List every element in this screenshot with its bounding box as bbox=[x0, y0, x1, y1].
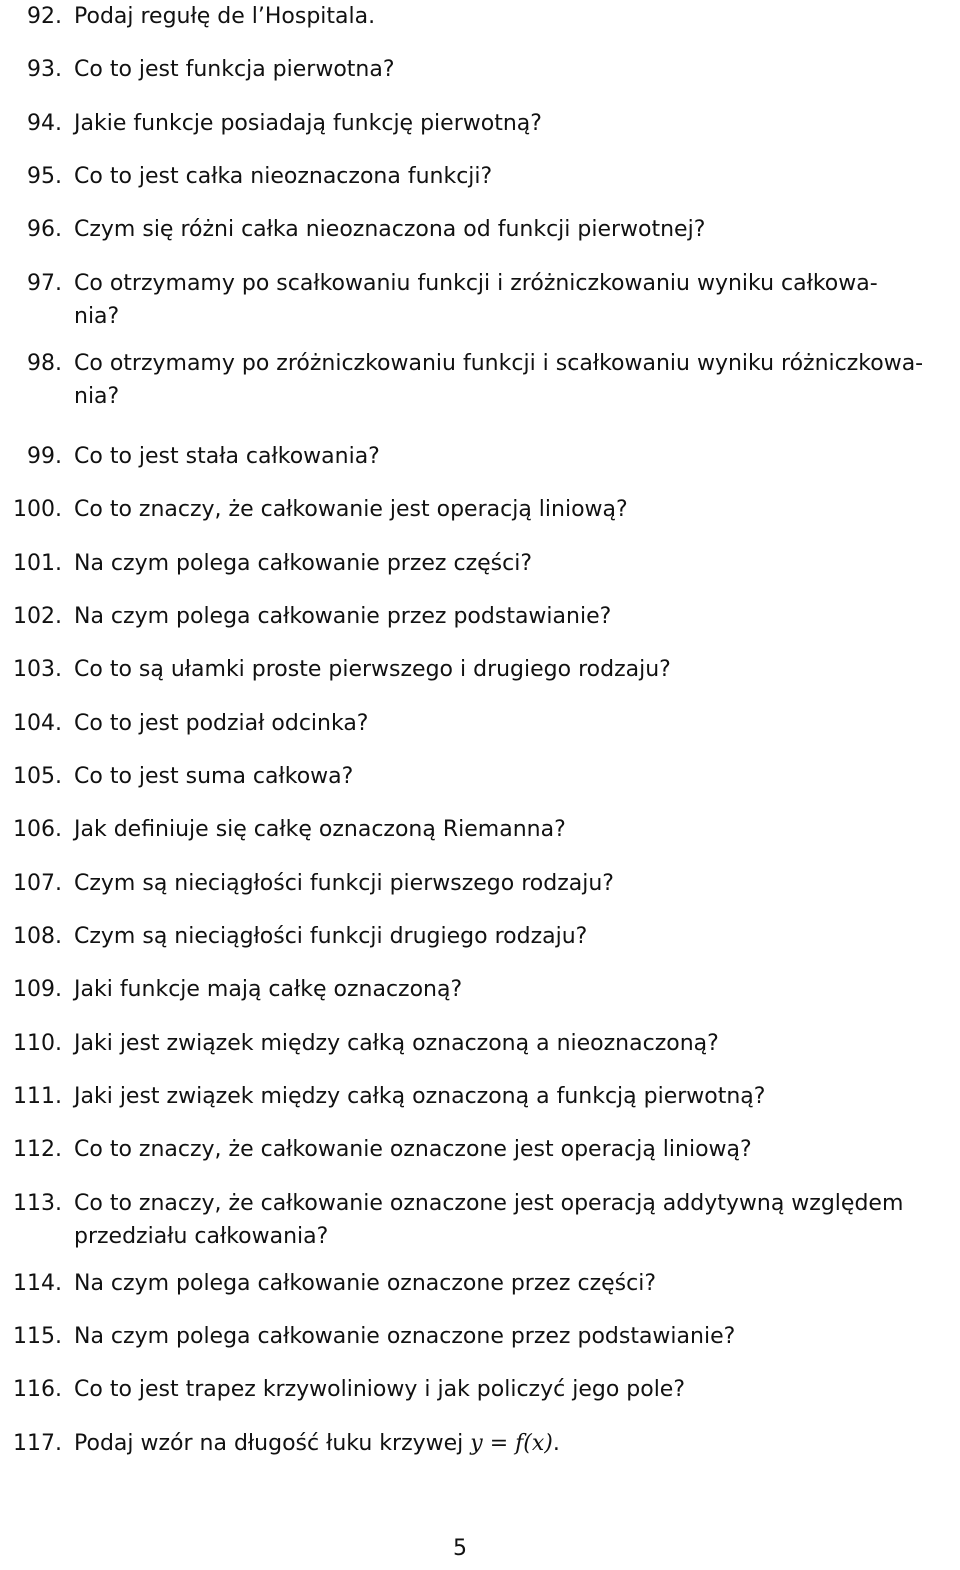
question-text bbox=[62, 1373, 930, 1406]
question-item bbox=[0, 53, 930, 86]
question-number: 110. bbox=[13, 1031, 62, 1056]
question-number: 99. bbox=[27, 444, 62, 469]
question-text-main: Na czym polega całkowanie oznaczone przez części? bbox=[74, 1271, 657, 1296]
page-number: 5 bbox=[453, 1536, 467, 1561]
question-text-main: Na czym polega całkowanie przez części? bbox=[74, 551, 532, 576]
question-text-main: Na czym polega całkowanie przez podstawianie? bbox=[74, 604, 612, 629]
question-text bbox=[62, 920, 930, 953]
question-number: 117. bbox=[13, 1431, 62, 1456]
question-item bbox=[0, 707, 930, 740]
question-text-main: Jaki jest związek między całką oznaczoną a funkcją pierwotną? bbox=[74, 1084, 766, 1109]
question-item bbox=[0, 867, 930, 900]
question-text-main: Podaj regułę de l’Hospitala. bbox=[74, 4, 376, 29]
question-text-main: Podaj wzór na długość łuku krzywej bbox=[74, 1431, 471, 1456]
question-text bbox=[62, 867, 930, 900]
question-text-main: Czym są nieciągłości funkcji drugiego rodzaju? bbox=[74, 924, 588, 949]
question-item bbox=[0, 0, 930, 33]
question-number: 100. bbox=[13, 497, 62, 522]
question-number: 109. bbox=[13, 977, 62, 1002]
question-text bbox=[62, 1187, 930, 1253]
question-text-main: Na czym polega całkowanie oznaczone przez podstawianie? bbox=[74, 1324, 736, 1349]
question-item bbox=[0, 1080, 930, 1113]
question-text-main: Czym są nieciągłości funkcji pierwszego rodzaju? bbox=[74, 871, 614, 896]
question-item bbox=[0, 653, 930, 686]
question-text-main: Co to jest trapez krzywoliniowy i jak policzyć jego pole? bbox=[74, 1377, 686, 1402]
question-number: 94. bbox=[27, 111, 62, 136]
question-item bbox=[0, 547, 930, 580]
question-text bbox=[62, 707, 930, 740]
question-text-main: Co to znaczy, że całkowanie jest operacją liniową? bbox=[74, 497, 628, 522]
question-number: 111. bbox=[13, 1084, 62, 1109]
question-text-main: Jaki funkcje mają całkę oznaczoną? bbox=[74, 977, 463, 1002]
question-text-main: Co to jest funkcja pierwotna? bbox=[74, 57, 395, 82]
math-formula: y = f(x) bbox=[470, 1431, 553, 1456]
question-item bbox=[0, 973, 930, 1006]
question-item bbox=[0, 160, 930, 193]
question-number: 112. bbox=[13, 1137, 62, 1162]
question-item bbox=[0, 213, 930, 246]
question-item bbox=[0, 1320, 930, 1353]
question-number: 97. bbox=[27, 271, 62, 296]
question-text-main: Jaki jest związek między całką oznaczoną a nieoznaczoną? bbox=[74, 1031, 719, 1056]
question-number: 96. bbox=[27, 217, 62, 242]
question-text bbox=[62, 1427, 930, 1460]
question-text bbox=[62, 547, 930, 580]
question-text bbox=[62, 267, 930, 333]
question-item bbox=[0, 1133, 930, 1166]
question-item bbox=[0, 347, 930, 413]
question-text bbox=[62, 347, 930, 413]
question-number: 107. bbox=[13, 871, 62, 896]
question-number: 92. bbox=[27, 4, 62, 29]
question-number: 104. bbox=[13, 711, 62, 736]
question-number: 116. bbox=[13, 1377, 62, 1402]
question-text-main: Co to znaczy, że całkowanie oznaczone jest operacją liniową? bbox=[74, 1137, 752, 1162]
question-text bbox=[62, 813, 930, 846]
question-item bbox=[0, 1373, 930, 1406]
question-text-main: Co to jest suma całkowa? bbox=[74, 764, 354, 789]
question-text bbox=[62, 1267, 930, 1300]
question-number: 98. bbox=[27, 351, 62, 376]
question-item bbox=[0, 440, 930, 473]
question-number: 113. bbox=[13, 1191, 62, 1216]
question-text bbox=[62, 600, 930, 633]
question-text bbox=[62, 0, 930, 33]
question-item bbox=[0, 1027, 930, 1060]
question-item bbox=[0, 1427, 930, 1460]
question-item bbox=[0, 1187, 930, 1253]
question-text-main: Czym się różni całka nieoznaczona od funkcji pierwotnej? bbox=[74, 217, 706, 242]
question-text-main: Co to jest całka nieoznaczona funkcji? bbox=[74, 164, 493, 189]
question-item bbox=[0, 600, 930, 633]
question-text bbox=[62, 107, 930, 140]
question-number: 103. bbox=[13, 657, 62, 682]
question-text bbox=[62, 53, 930, 86]
question-item bbox=[0, 107, 930, 140]
question-text-main: Jak definiuje się całkę oznaczoną Riemanna? bbox=[74, 817, 566, 842]
question-text bbox=[62, 440, 930, 473]
question-number: 102. bbox=[13, 604, 62, 629]
question-text bbox=[62, 213, 930, 246]
question-text-main: Co to są ułamki proste pierwszego i drugiego rodzaju? bbox=[74, 657, 671, 682]
question-text bbox=[62, 493, 930, 526]
question-item bbox=[0, 1267, 930, 1300]
question-number: 106. bbox=[13, 817, 62, 842]
question-text bbox=[62, 160, 930, 193]
question-number: 95. bbox=[27, 164, 62, 189]
question-text bbox=[62, 1133, 930, 1166]
question-text bbox=[62, 1027, 930, 1060]
question-text-main: Co to znaczy, że całkowanie oznaczone jest operacją addytywną względem przedziału całkowania? bbox=[74, 1191, 904, 1249]
question-text bbox=[62, 973, 930, 1006]
question-text bbox=[62, 1320, 930, 1353]
question-text bbox=[62, 1080, 930, 1113]
question-text-main: Co otrzymamy po zróżniczkowaniu funkcji i scałkowaniu wyniku różniczkowa- nia? bbox=[74, 351, 924, 409]
question-item bbox=[0, 267, 930, 333]
question-number: 93. bbox=[27, 57, 62, 82]
question-item bbox=[0, 813, 930, 846]
question-text-suffix: . bbox=[552, 1431, 560, 1456]
question-item bbox=[0, 760, 930, 793]
question-number: 105. bbox=[13, 764, 62, 789]
question-text-main: Co otrzymamy po scałkowaniu funkcji i zróżniczkowaniu wyniku całkowa- nia? bbox=[74, 271, 878, 329]
question-item bbox=[0, 493, 930, 526]
question-text-main: Jakie funkcje posiadają funkcję pierwotną? bbox=[74, 111, 542, 136]
question-number: 114. bbox=[13, 1271, 62, 1296]
question-number: 115. bbox=[13, 1324, 62, 1349]
question-number: 101. bbox=[13, 551, 62, 576]
question-text bbox=[62, 760, 930, 793]
question-text-main: Co to jest podział odcinka? bbox=[74, 711, 369, 736]
question-text-main: Co to jest stała całkowania? bbox=[74, 444, 380, 469]
question-text bbox=[62, 653, 930, 686]
question-item bbox=[0, 920, 930, 953]
question-number: 108. bbox=[13, 924, 62, 949]
